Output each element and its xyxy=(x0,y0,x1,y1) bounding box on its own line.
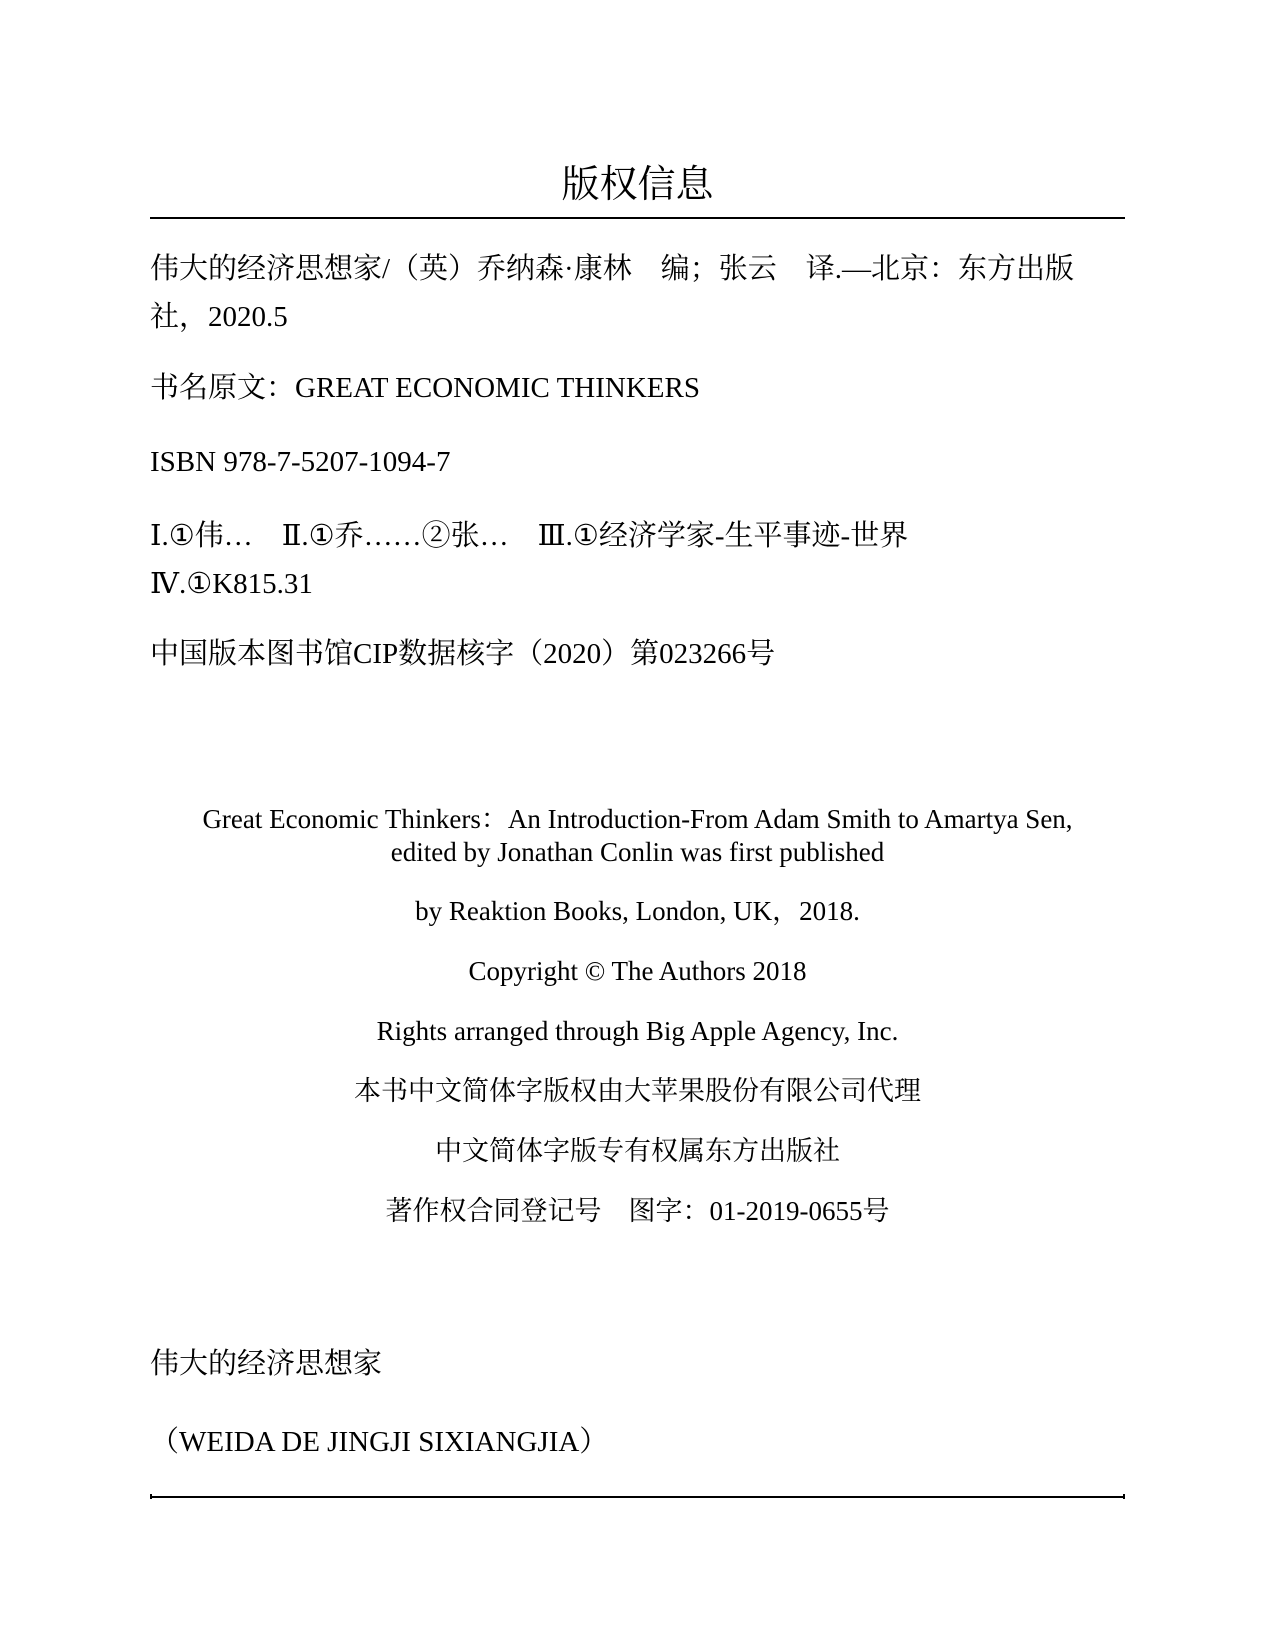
rights-line: Rights arranged through Big Apple Agency, Inc. xyxy=(376,1016,899,1046)
book-title-cn: 伟大的经济思想家 xyxy=(150,1348,383,1380)
cip-number: 中国版本图书馆CIP数据核字（2020）第023266号 xyxy=(150,638,776,670)
agency-line: 本书中文简体字版权由大苹果股份有限公司代理 xyxy=(354,1076,921,1106)
bottom-divider xyxy=(150,1496,1125,1498)
cip-bibliographic-line: 伟大的经济思想家/（英）乔纳森·康林 编；张云 译.—北京：东方出版社，2020.5 xyxy=(150,253,1074,333)
original-publication-line: Great Economic Thinkers：An Introduction-From Adam Smith to Amartya Sen, edited by Jonathan Conlin was first published xyxy=(202,804,1073,867)
title-divider xyxy=(150,217,1125,219)
bottom-divider-right-tick xyxy=(1123,1494,1125,1499)
isbn: ISBN 978-7-5207-1094-7 xyxy=(150,446,451,478)
bottom-divider-left-tick xyxy=(150,1494,152,1499)
book-title-pinyin: （WEIDA DE JINGJI SIXIANGJIA） xyxy=(150,1426,609,1458)
copyright-line: Copyright © The Authors 2018 xyxy=(468,956,807,986)
exclusive-rights-line: 中文简体字版专有权属东方出版社 xyxy=(435,1136,840,1166)
contract-registration-line: 著作权合同登记号 图字：01-2019-0655号 xyxy=(385,1196,890,1226)
original-title: 书名原文：GREAT ECONOMIC THINKERS xyxy=(150,372,700,404)
classification: Ⅰ.①伟… Ⅱ.①乔……②张… Ⅲ.①经济学家-生平事迹-世界 Ⅳ.①K815.31 xyxy=(150,520,938,600)
publisher-line: by Reaktion Books, London, UK，2018. xyxy=(415,896,860,926)
page-title: 版权信息 xyxy=(561,164,714,206)
